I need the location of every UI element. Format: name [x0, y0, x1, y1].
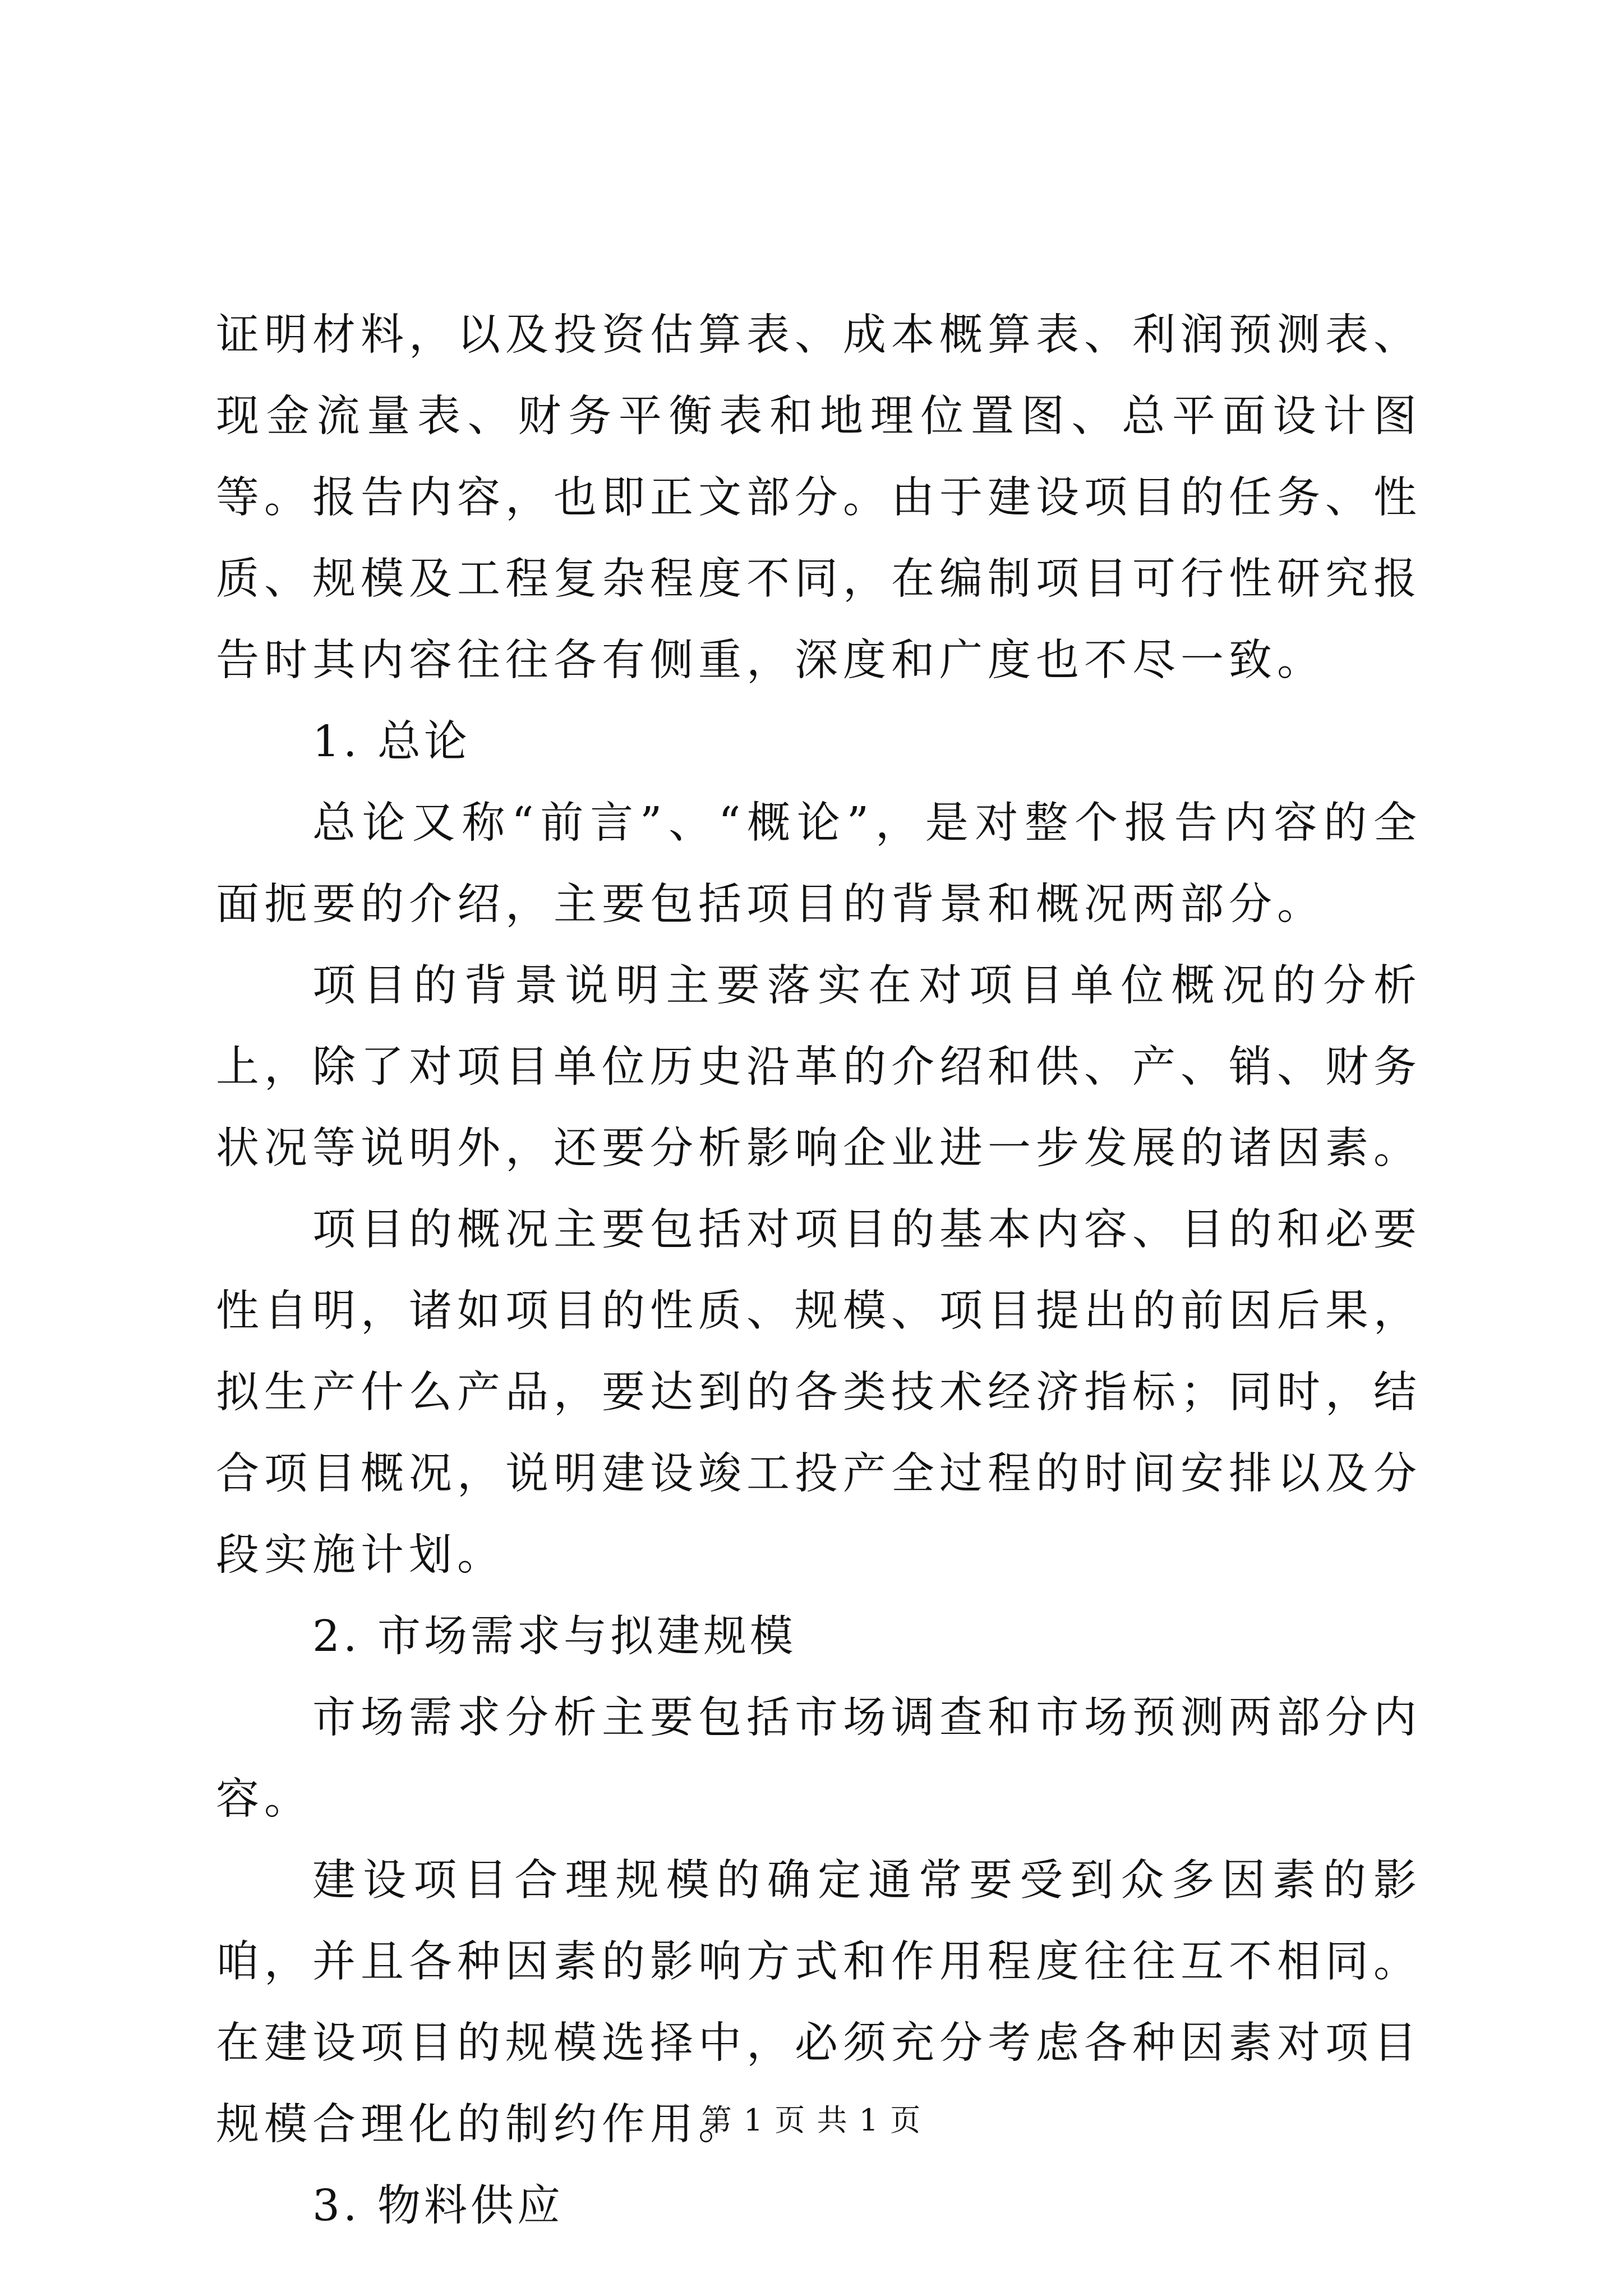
paragraph-continuation: 证明材料，以及投资估算表、成本概算表、利润预测表、现金流量表、财务平衡表和地理位置图、总平面设计图等。报告内容，也即正文部分。由于建设项目的任务、性质、规模及工程复杂程度不同，在编制项目可行性研究报告时其内容往往各有侧重，深度和广度也不尽一致。: [216, 310, 1422, 685]
page-footer: 第 1 页 共 1 页: [701, 2102, 922, 2138]
paragraph-project-background: 项目的背景说明主要落实在对项目单位概况的分析上，除了对项目单位历史沿革的介绍和供、产、销、财务状况等说明外，还要分析影响企业进一步发展的诸因素。: [216, 961, 1422, 1174]
paragraph-market-analysis: 市场需求分析主要包括市场调查和市场预测两部分内容。: [216, 1693, 1422, 1824]
document-body: [216, 295, 1422, 2247]
paragraph-project-scale: 建设项目合理规模的确定通常要受到众多因素的影咱，并且各种因素的影响方式和作用程度往往互不相同。在建设项目的规模选择中，必须充分考虑各种因素对项目规模合理化的制约作用。: [216, 1856, 1422, 2150]
section-heading-material-supply: 3. 物料供应: [312, 2181, 564, 2231]
paragraph-general-intro: 总论又称“前言”、“概论”，是对整个报告内容的全面扼要的介绍，主要包括项目的背景和概况两部分。: [216, 798, 1422, 930]
paragraph-project-overview: 项目的概况主要包括对项目的基本内容、目的和必要性自明，诸如项目的性质、规模、项目提出的前因后果，拟生产什么产品，要达到的各类技术经济指标；同时，结合项目概况，说明建设竣工投产全过程的时间安排以及分段实施计划。: [216, 1205, 1422, 1580]
section-heading-general: 1. 总论: [312, 717, 471, 767]
section-heading-market-demand: 2. 市场需求与拟建规模: [312, 1612, 796, 1662]
